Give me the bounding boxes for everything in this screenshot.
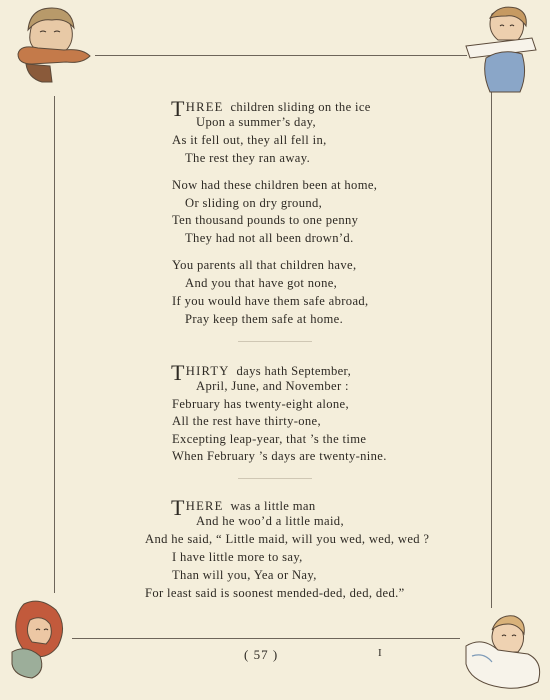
poem-3-first-line-rest: was a little man (230, 499, 316, 513)
frame-bottom-line (72, 638, 460, 639)
frame-right-line (491, 88, 492, 608)
poem-1-line-4: The rest they ran away. (185, 151, 311, 165)
poem-1-line-1 (171, 96, 371, 121)
poem-2-line-3: February has twenty-eight alone, (172, 397, 349, 411)
poem-1-line-10: And you that have got none, (185, 276, 338, 290)
child-peeking-icon (12, 4, 102, 84)
poem-3-line-2: And he woo’d a little maid, (196, 514, 344, 528)
poem-3-line-6: For least said is soonest mended-ded, ded, ded.” (145, 586, 405, 600)
child-lying-icon (6, 596, 86, 680)
frame-left-line (54, 96, 55, 593)
poem-separator (238, 478, 312, 479)
poem-separator (238, 341, 312, 342)
poem-2-opening: HIRTY (185, 364, 230, 378)
poem-1-line-5: Now had these children been at home, (172, 178, 378, 192)
poem-1-line-7: Ten thousand pounds to one penny (172, 213, 359, 227)
poem-2-line-6: When February ’s days are twenty-nine. (172, 449, 387, 463)
child-sitting-icon (458, 606, 548, 696)
poem-1-first-line-rest: children sliding on the ice (230, 100, 371, 114)
frame-top-line (95, 55, 467, 56)
poem-3-line-5: Than will you, Yea or Nay, (172, 568, 317, 582)
poem-3-drop-cap: T (171, 495, 185, 520)
poem-2-line-4: All the rest have thirty-one, (172, 414, 321, 428)
poem-3-line-4: I have little more to say, (172, 550, 303, 564)
poem-1-opening: HREE (185, 100, 224, 114)
poem-1-line-3: As it fell out, they all fell in, (172, 133, 327, 147)
poem-2-line-5: Excepting leap-year, that ’s the time (172, 432, 367, 446)
poem-2-line-1 (171, 360, 352, 385)
poem-2-line-2: April, June, and November : (196, 379, 349, 393)
poem-1-line-6: Or sliding on dry ground, (185, 196, 323, 210)
page-number: ( 57 ) (244, 647, 279, 662)
poem-2-drop-cap: T (171, 360, 185, 385)
poem-3-opening: HERE (185, 499, 224, 513)
poem-1-line-12: Pray keep them safe at home. (185, 312, 344, 326)
poem-1-drop-cap: T (171, 96, 185, 121)
poem-1-line-9: You parents all that children have, (172, 258, 357, 272)
poem-1-line-2: Upon a summer’s day, (196, 115, 316, 129)
poem-3-line-1 (171, 495, 316, 520)
poem-3-line-3: And he said, “ Little maid, will you wed, wed, wed ? (145, 532, 430, 546)
child-holding-paper-icon (462, 4, 548, 96)
signature-mark: I (378, 647, 383, 659)
poem-1-line-8: They had not all been drown’d. (185, 231, 354, 245)
poem-1-line-11: If you would have them safe abroad, (172, 294, 369, 308)
poem-2-first-line-rest: days hath September, (236, 364, 352, 378)
